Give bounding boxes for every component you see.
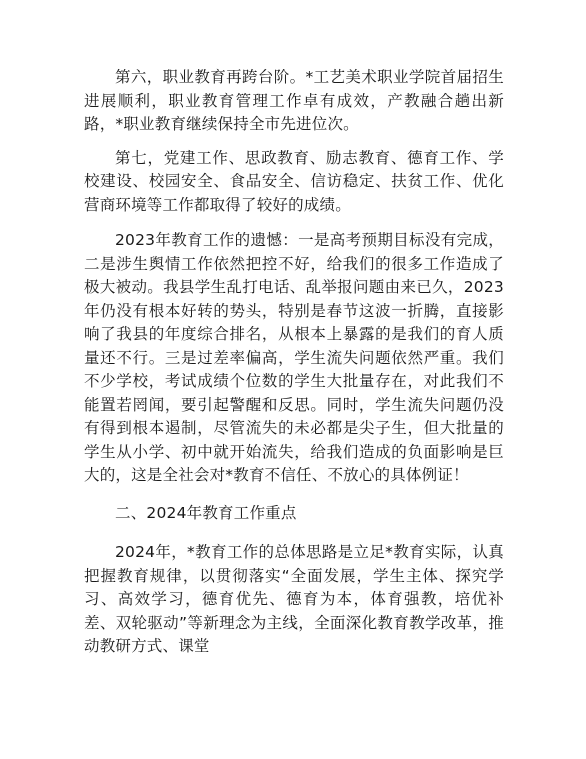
paragraph-vocational-education: 第六，职业教育再跨台阶。*工艺美术职业学院首届招生进展顺利，职业教育管理工作卓有成效，产教融合趟出新路，*职业教育继续保持全市先进位次。 (84, 68, 504, 133)
paragraph-2024-overall-approach: 2024年，*教育工作的总体思路是立足*教育实际，认真把握教育规律，以贯彻落实“全面发展，学生主体、探究学习、高效学习，德育优先、德育为本，体育强教，培优补差、双轮驱动”等新理念为主线，全面深化教育教学改革，推动教研方式、课堂 (84, 543, 504, 655)
paragraph-party-building: 第七，党建工作、思政教育、励志教育、德育工作、学校建设、校园安全、食品安全、信访稳定、扶贫工作、优化营商环境等工作都取得了较好的成绩。 (84, 148, 504, 214)
document-page (84, 66, 504, 659)
paragraph-2023-regrets: 2023年教育工作的遗憾：一是高考预期目标没有完成，二是涉生舆情工作依然把控不好，给我们的很多工作造成了极大被动。我县学生乱打电话、乱举报问题由来已久，2023年仍没有根本好转的势头，特别是春节这波一折腾，直接影响了我县的年度综合排名，从根本上暴露的是我们的育人质量还不行。三是过差率偏高，学生流失问题依然严重。我们不少学校，考试成绩个位数的学生大批量存在，对此我们不能置若罔闻，要引起警醒和反思。同时，学生流失问题仍没有得到根本遏制，尽管流失的未必都是尖子生，但大批量的学生从小学、初中就开始流失，给我们造成的负面影响是巨大的，这是全社会对*教育不信任、不放心的具体例证！ (84, 231, 504, 484)
section-heading-2024-priorities: 二、2024年教育工作重点 (115, 503, 297, 522)
